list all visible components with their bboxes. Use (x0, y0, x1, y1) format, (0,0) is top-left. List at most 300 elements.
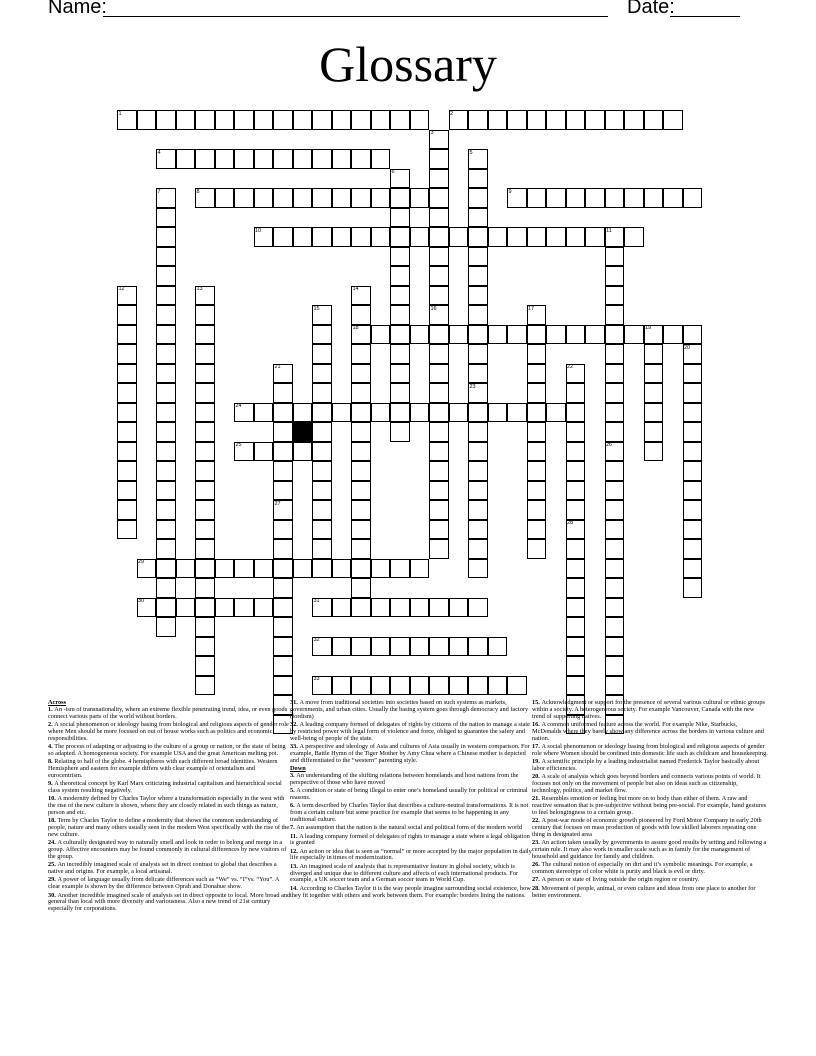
grid-cell[interactable] (195, 637, 215, 657)
grid-cell[interactable] (312, 500, 332, 520)
grid-cell[interactable] (527, 481, 547, 501)
grid-cell[interactable] (332, 598, 352, 618)
grid-cell[interactable] (273, 617, 293, 637)
grid-cell[interactable] (468, 481, 488, 501)
grid-cell[interactable] (546, 188, 566, 208)
grid-cell[interactable] (273, 559, 293, 579)
grid-cell[interactable] (351, 442, 371, 462)
grid-cell[interactable] (312, 149, 332, 169)
grid-cell[interactable] (566, 188, 586, 208)
grid-cell[interactable] (449, 598, 469, 618)
grid-cell[interactable] (605, 461, 625, 481)
grid-cell[interactable] (566, 110, 586, 130)
grid-cell[interactable] (644, 403, 664, 423)
grid-cell[interactable] (605, 578, 625, 598)
grid-cell[interactable] (351, 188, 371, 208)
grid-cell[interactable] (332, 676, 352, 696)
grid-cell[interactable] (488, 325, 508, 345)
grid-cell[interactable] (195, 344, 215, 364)
grid-cell[interactable] (351, 539, 371, 559)
grid-cell[interactable] (351, 383, 371, 403)
grid-cell[interactable] (195, 383, 215, 403)
grid-cell[interactable] (566, 617, 586, 637)
grid-cell[interactable] (527, 364, 547, 384)
grid-cell[interactable] (605, 559, 625, 579)
grid-cell[interactable] (351, 364, 371, 384)
grid-cell[interactable] (195, 500, 215, 520)
grid-cell[interactable] (312, 461, 332, 481)
grid-cell[interactable] (117, 383, 137, 403)
grid-cell[interactable] (527, 422, 547, 442)
grid-cell[interactable] (371, 676, 391, 696)
grid-cell[interactable] (273, 656, 293, 676)
grid-cell[interactable] (156, 364, 176, 384)
grid-cell[interactable] (429, 520, 449, 540)
grid-cell[interactable] (176, 149, 196, 169)
grid-cell[interactable] (312, 539, 332, 559)
grid-cell[interactable] (156, 598, 176, 618)
grid-cell[interactable] (429, 598, 449, 618)
grid-cell[interactable] (429, 364, 449, 384)
grid-cell[interactable] (683, 403, 703, 423)
grid-cell[interactable] (293, 403, 313, 423)
grid-cell[interactable] (468, 500, 488, 520)
grid-cell[interactable] (273, 383, 293, 403)
grid-cell[interactable] (410, 403, 430, 423)
grid-cell[interactable] (644, 110, 664, 130)
grid-cell[interactable] (605, 422, 625, 442)
grid-cell[interactable] (449, 403, 469, 423)
grid-cell[interactable] (566, 578, 586, 598)
grid-cell[interactable] (195, 442, 215, 462)
grid-cell[interactable] (566, 461, 586, 481)
grid-cell[interactable] (468, 325, 488, 345)
grid-cell[interactable] (663, 188, 683, 208)
grid-cell[interactable] (273, 637, 293, 657)
grid-cell[interactable] (429, 500, 449, 520)
grid-cell[interactable] (605, 364, 625, 384)
grid-cell[interactable] (390, 637, 410, 657)
grid-cell[interactable] (312, 325, 332, 345)
grid-cell[interactable] (468, 286, 488, 306)
grid-cell[interactable] (117, 403, 137, 423)
grid-cell[interactable] (566, 637, 586, 657)
grid-cell[interactable] (605, 266, 625, 286)
grid-cell[interactable] (390, 559, 410, 579)
grid-cell[interactable] (683, 539, 703, 559)
grid-cell[interactable] (566, 500, 586, 520)
grid-cell[interactable] (527, 520, 547, 540)
grid-cell[interactable] (195, 422, 215, 442)
grid-cell[interactable] (390, 598, 410, 618)
grid-cell[interactable] (351, 149, 371, 169)
grid-cell[interactable] (605, 617, 625, 637)
grid-cell[interactable] (566, 442, 586, 462)
grid-cell[interactable] (527, 403, 547, 423)
grid-cell[interactable] (390, 227, 410, 247)
grid-cell[interactable] (273, 188, 293, 208)
grid-cell[interactable] (234, 559, 254, 579)
grid-cell[interactable] (332, 227, 352, 247)
grid-cell[interactable] (156, 208, 176, 228)
grid-cell[interactable] (371, 149, 391, 169)
grid-cell[interactable] (254, 188, 274, 208)
grid-cell[interactable] (585, 227, 605, 247)
grid-cell[interactable] (683, 578, 703, 598)
grid-cell[interactable] (215, 110, 235, 130)
grid-cell[interactable] (293, 188, 313, 208)
grid-cell[interactable] (468, 169, 488, 189)
grid-cell[interactable] (683, 422, 703, 442)
grid-cell[interactable] (390, 247, 410, 267)
grid-cell[interactable] (312, 364, 332, 384)
grid-cell[interactable] (683, 500, 703, 520)
grid-cell[interactable] (468, 520, 488, 540)
grid-cell[interactable] (293, 227, 313, 247)
grid-cell[interactable] (566, 383, 586, 403)
grid-cell[interactable] (527, 500, 547, 520)
grid-cell[interactable] (156, 286, 176, 306)
grid-cell[interactable] (644, 422, 664, 442)
grid-cell[interactable] (273, 227, 293, 247)
grid-cell[interactable] (527, 461, 547, 481)
grid-cell[interactable] (683, 383, 703, 403)
grid-cell[interactable] (429, 676, 449, 696)
grid-cell[interactable] (176, 110, 196, 130)
grid-cell[interactable] (644, 188, 664, 208)
grid-cell[interactable] (351, 676, 371, 696)
grid-cell[interactable] (468, 637, 488, 657)
grid-cell[interactable] (468, 422, 488, 442)
grid-cell[interactable] (156, 227, 176, 247)
grid-cell[interactable] (156, 422, 176, 442)
grid-cell[interactable] (468, 344, 488, 364)
grid-cell[interactable] (117, 325, 137, 345)
grid-cell[interactable] (215, 149, 235, 169)
grid-cell[interactable] (624, 227, 644, 247)
grid-cell[interactable] (156, 442, 176, 462)
grid-cell[interactable] (507, 325, 527, 345)
grid-cell[interactable] (488, 676, 508, 696)
grid-cell[interactable] (234, 598, 254, 618)
grid-cell[interactable] (468, 364, 488, 384)
grid-cell[interactable] (468, 305, 488, 325)
grid-cell[interactable] (156, 305, 176, 325)
grid-cell[interactable] (254, 149, 274, 169)
grid-cell[interactable] (351, 305, 371, 325)
grid-cell[interactable] (566, 403, 586, 423)
grid-cell[interactable] (254, 110, 274, 130)
grid-cell[interactable] (527, 188, 547, 208)
grid-cell[interactable] (527, 227, 547, 247)
grid-cell[interactable] (429, 442, 449, 462)
grid-cell[interactable] (254, 598, 274, 618)
grid-cell[interactable] (351, 598, 371, 618)
grid-cell[interactable] (468, 461, 488, 481)
grid-cell[interactable] (195, 110, 215, 130)
grid-cell[interactable] (527, 325, 547, 345)
grid-cell[interactable] (390, 286, 410, 306)
grid-cell[interactable] (546, 403, 566, 423)
grid-cell[interactable] (195, 617, 215, 637)
grid-cell[interactable] (371, 559, 391, 579)
grid-cell[interactable] (410, 110, 430, 130)
grid-cell[interactable] (351, 578, 371, 598)
grid-cell[interactable] (566, 598, 586, 618)
grid-cell[interactable] (527, 383, 547, 403)
grid-cell[interactable] (449, 325, 469, 345)
grid-cell[interactable] (156, 539, 176, 559)
grid-cell[interactable] (605, 247, 625, 267)
grid-cell[interactable] (605, 539, 625, 559)
grid-cell[interactable] (332, 403, 352, 423)
grid-cell[interactable] (351, 461, 371, 481)
grid-cell[interactable] (117, 481, 137, 501)
grid-cell[interactable] (429, 403, 449, 423)
grid-cell[interactable] (429, 247, 449, 267)
grid-cell[interactable] (468, 227, 488, 247)
grid-cell[interactable] (117, 442, 137, 462)
grid-cell[interactable] (410, 559, 430, 579)
grid-cell[interactable] (117, 461, 137, 481)
grid-cell[interactable] (312, 383, 332, 403)
grid-cell[interactable] (410, 188, 430, 208)
grid-cell[interactable] (468, 208, 488, 228)
grid-cell[interactable] (351, 110, 371, 130)
grid-cell[interactable] (566, 656, 586, 676)
grid-cell[interactable] (332, 149, 352, 169)
grid-cell[interactable] (566, 676, 586, 696)
grid-cell[interactable] (605, 110, 625, 130)
grid-cell[interactable] (429, 169, 449, 189)
grid-cell[interactable] (390, 325, 410, 345)
grid-cell[interactable] (390, 364, 410, 384)
grid-cell[interactable] (234, 149, 254, 169)
grid-cell[interactable] (195, 403, 215, 423)
grid-cell[interactable] (273, 676, 293, 696)
grid-cell[interactable] (429, 208, 449, 228)
grid-cell[interactable] (137, 110, 157, 130)
grid-cell[interactable] (195, 656, 215, 676)
grid-cell[interactable] (488, 110, 508, 130)
grid-cell[interactable] (429, 188, 449, 208)
grid-cell[interactable] (429, 461, 449, 481)
grid-cell[interactable] (683, 188, 703, 208)
grid-cell[interactable] (449, 676, 469, 696)
grid-cell[interactable] (351, 500, 371, 520)
grid-cell[interactable] (312, 110, 332, 130)
grid-cell[interactable] (351, 520, 371, 540)
grid-cell[interactable] (254, 442, 274, 462)
grid-cell[interactable] (566, 539, 586, 559)
grid-cell[interactable] (195, 461, 215, 481)
grid-cell[interactable] (605, 325, 625, 345)
grid-cell[interactable] (605, 403, 625, 423)
grid-cell[interactable] (390, 422, 410, 442)
grid-cell[interactable] (546, 325, 566, 345)
grid-cell[interactable] (527, 110, 547, 130)
grid-cell[interactable] (507, 227, 527, 247)
grid-cell[interactable] (429, 539, 449, 559)
grid-cell[interactable] (429, 149, 449, 169)
grid-cell[interactable] (234, 188, 254, 208)
grid-cell[interactable] (332, 637, 352, 657)
grid-cell[interactable] (351, 637, 371, 657)
grid-cell[interactable] (429, 344, 449, 364)
grid-cell[interactable] (527, 442, 547, 462)
grid-cell[interactable] (156, 461, 176, 481)
grid-cell[interactable] (273, 578, 293, 598)
grid-cell[interactable] (410, 325, 430, 345)
grid-cell[interactable] (449, 637, 469, 657)
grid-cell[interactable] (410, 227, 430, 247)
grid-cell[interactable] (468, 266, 488, 286)
grid-cell[interactable] (683, 364, 703, 384)
grid-cell[interactable] (195, 520, 215, 540)
grid-cell[interactable] (293, 559, 313, 579)
grid-cell[interactable] (410, 676, 430, 696)
grid-cell[interactable] (429, 286, 449, 306)
grid-cell[interactable] (605, 520, 625, 540)
grid-cell[interactable] (156, 617, 176, 637)
grid-cell[interactable] (156, 383, 176, 403)
grid-cell[interactable] (312, 227, 332, 247)
grid-cell[interactable] (566, 227, 586, 247)
grid-cell[interactable] (546, 227, 566, 247)
grid-cell[interactable] (156, 344, 176, 364)
grid-cell[interactable] (156, 500, 176, 520)
grid-cell[interactable] (644, 383, 664, 403)
grid-cell[interactable] (410, 598, 430, 618)
grid-cell[interactable] (117, 520, 137, 540)
grid-cell[interactable] (468, 539, 488, 559)
grid-cell[interactable] (371, 188, 391, 208)
grid-cell[interactable] (273, 110, 293, 130)
grid-cell[interactable] (254, 559, 274, 579)
grid-cell[interactable] (390, 344, 410, 364)
grid-cell[interactable] (195, 305, 215, 325)
grid-cell[interactable] (117, 500, 137, 520)
grid-cell[interactable] (566, 325, 586, 345)
grid-cell[interactable] (390, 676, 410, 696)
grid-cell[interactable] (293, 149, 313, 169)
grid-cell[interactable] (663, 325, 683, 345)
grid-cell[interactable] (683, 442, 703, 462)
grid-cell[interactable] (156, 481, 176, 501)
grid-cell[interactable] (215, 559, 235, 579)
grid-cell[interactable] (390, 110, 410, 130)
grid-cell[interactable] (683, 520, 703, 540)
grid-cell[interactable] (371, 227, 391, 247)
grid-cell[interactable] (273, 403, 293, 423)
grid-cell[interactable] (332, 110, 352, 130)
grid-cell[interactable] (527, 344, 547, 364)
grid-cell[interactable] (273, 149, 293, 169)
grid-cell[interactable] (605, 188, 625, 208)
grid-cell[interactable] (332, 188, 352, 208)
grid-cell[interactable] (429, 422, 449, 442)
grid-cell[interactable] (624, 325, 644, 345)
grid-cell[interactable] (585, 325, 605, 345)
grid-cell[interactable] (390, 403, 410, 423)
grid-cell[interactable] (195, 149, 215, 169)
grid-cell[interactable] (390, 208, 410, 228)
grid-cell[interactable] (312, 520, 332, 540)
grid-cell[interactable] (683, 325, 703, 345)
grid-cell[interactable] (468, 110, 488, 130)
grid-cell[interactable] (156, 325, 176, 345)
grid-cell[interactable] (273, 520, 293, 540)
grid-cell[interactable] (195, 578, 215, 598)
grid-cell[interactable] (605, 344, 625, 364)
grid-cell[interactable] (468, 188, 488, 208)
grid-cell[interactable] (605, 383, 625, 403)
grid-cell[interactable] (195, 481, 215, 501)
grid-cell[interactable] (644, 442, 664, 462)
grid-cell[interactable] (644, 364, 664, 384)
grid-cell[interactable] (410, 637, 430, 657)
grid-cell[interactable] (566, 559, 586, 579)
grid-cell[interactable] (156, 520, 176, 540)
grid-cell[interactable] (293, 442, 313, 462)
grid-cell[interactable] (566, 481, 586, 501)
grid-cell[interactable] (507, 676, 527, 696)
grid-cell[interactable] (605, 637, 625, 657)
grid-cell[interactable] (468, 442, 488, 462)
grid-cell[interactable] (273, 598, 293, 618)
grid-cell[interactable] (351, 403, 371, 423)
grid-cell[interactable] (117, 344, 137, 364)
grid-cell[interactable] (371, 110, 391, 130)
grid-cell[interactable] (273, 422, 293, 442)
grid-cell[interactable] (546, 110, 566, 130)
grid-cell[interactable] (507, 403, 527, 423)
grid-cell[interactable] (254, 403, 274, 423)
grid-cell[interactable] (234, 110, 254, 130)
grid-cell[interactable] (312, 442, 332, 462)
grid-cell[interactable] (117, 422, 137, 442)
grid-cell[interactable] (195, 676, 215, 696)
grid-cell[interactable] (683, 559, 703, 579)
grid-cell[interactable] (644, 344, 664, 364)
grid-cell[interactable] (195, 539, 215, 559)
grid-cell[interactable] (605, 656, 625, 676)
grid-cell[interactable] (371, 598, 391, 618)
grid-cell[interactable] (449, 227, 469, 247)
grid-cell[interactable] (429, 383, 449, 403)
grid-cell[interactable] (351, 422, 371, 442)
grid-cell[interactable] (156, 578, 176, 598)
grid-cell[interactable] (312, 422, 332, 442)
grid-cell[interactable] (468, 598, 488, 618)
grid-cell[interactable] (429, 227, 449, 247)
grid-cell[interactable] (156, 403, 176, 423)
grid-cell[interactable] (195, 364, 215, 384)
grid-cell[interactable] (429, 637, 449, 657)
grid-cell[interactable] (195, 559, 215, 579)
grid-cell[interactable] (371, 403, 391, 423)
grid-cell[interactable] (605, 500, 625, 520)
grid-cell[interactable] (585, 110, 605, 130)
grid-cell[interactable] (117, 305, 137, 325)
grid-cell[interactable] (390, 266, 410, 286)
grid-cell[interactable] (156, 266, 176, 286)
grid-cell[interactable] (195, 598, 215, 618)
grid-cell[interactable] (117, 364, 137, 384)
grid-cell[interactable] (390, 305, 410, 325)
grid-cell[interactable] (663, 110, 683, 130)
grid-cell[interactable] (488, 637, 508, 657)
